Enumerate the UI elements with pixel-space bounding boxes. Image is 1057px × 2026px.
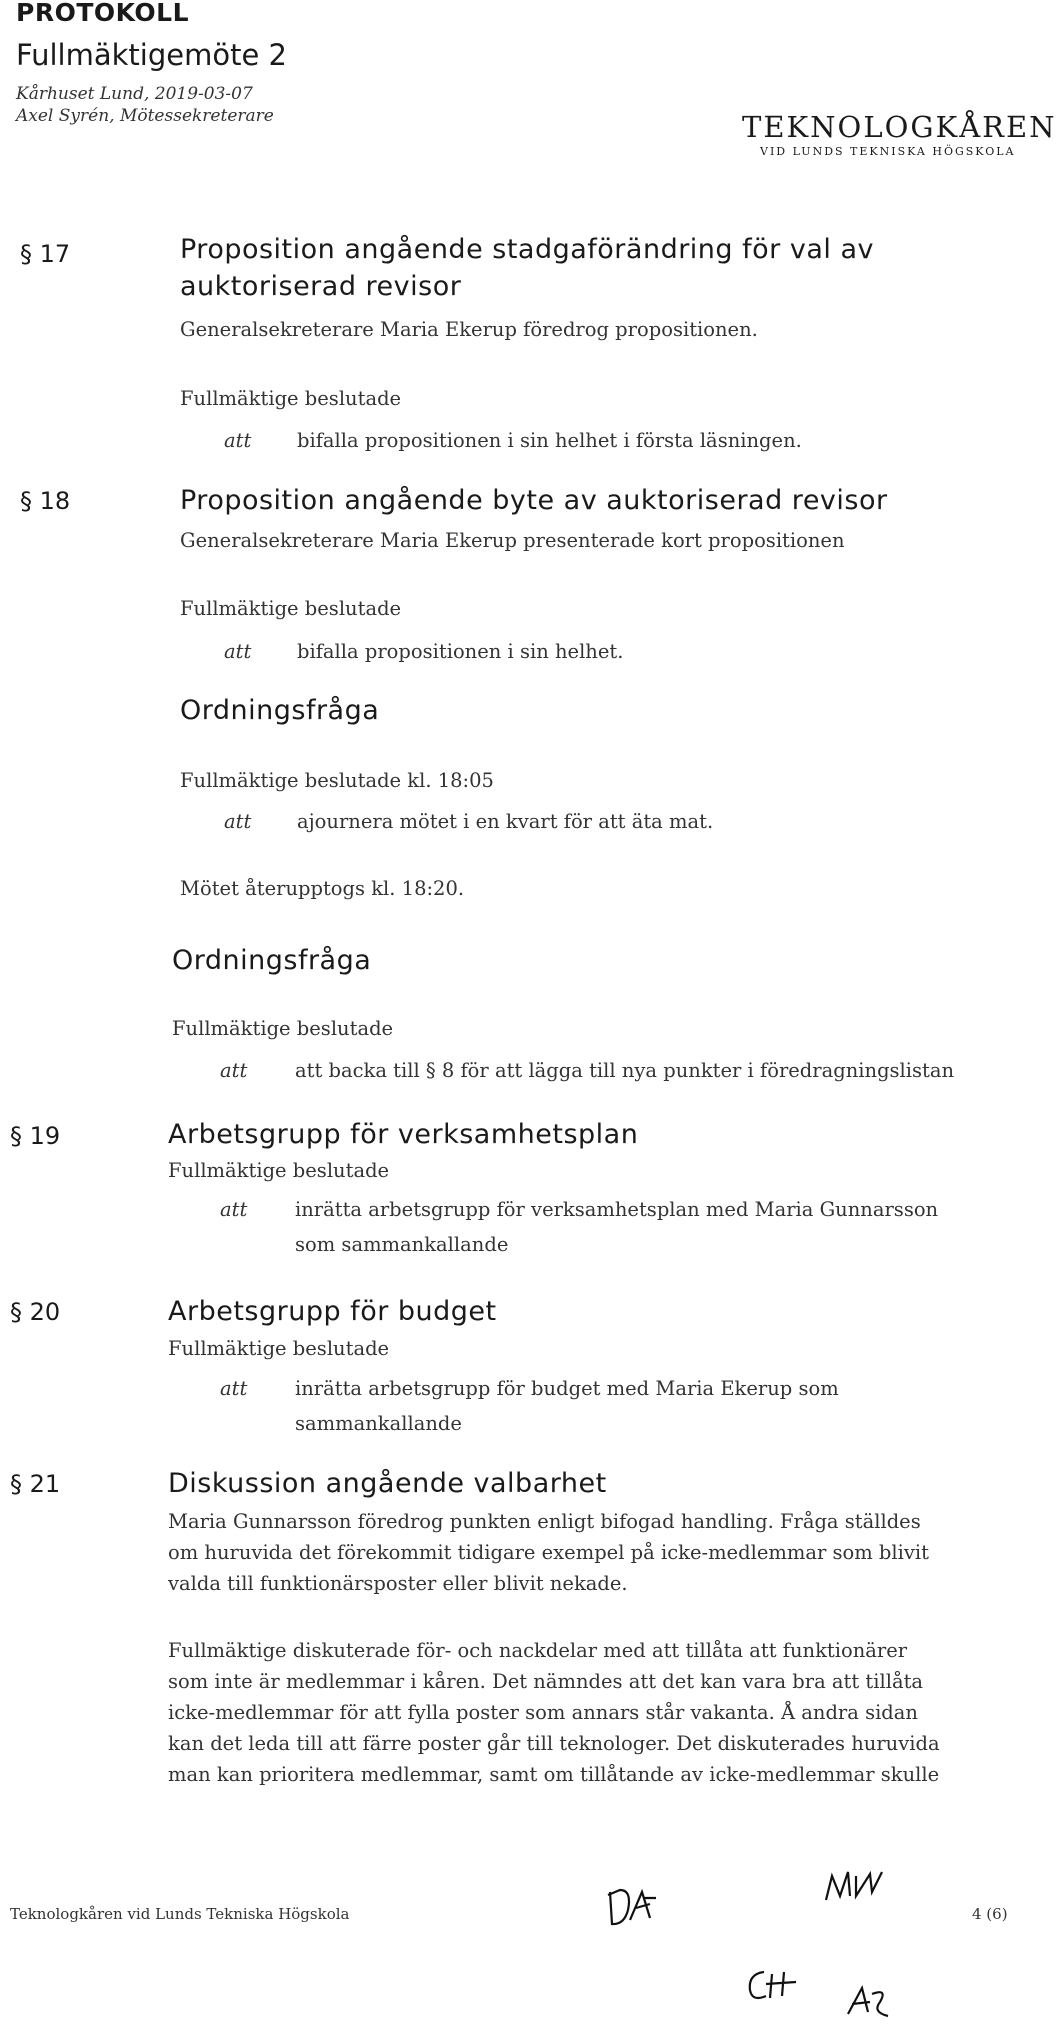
section-heading: Proposition angående stadgaförändring för val av auktoriserad revisor	[180, 234, 874, 302]
org-logo-name: TEKNOLOGKÅREN	[742, 110, 1057, 144]
paragraph-line: icke-medlemmar för att fylla poster som annars står vakanta. Å andra sidan	[168, 1701, 918, 1724]
initials-signature	[840, 1980, 900, 2024]
meeting-title: Fullmäktigemöte 2	[16, 38, 287, 72]
document-type: PROTOKOLL	[16, 0, 189, 27]
section-heading: Diskussion angående valbarhet	[168, 1468, 607, 1499]
decision-label: Fullmäktige beslutade	[168, 1159, 390, 1182]
section-intro: Generalsekreterare Maria Ekerup föredrog propositionen.	[180, 318, 758, 341]
decision-text: inrätta arbetsgrupp för budget med Maria Ekerup som	[295, 1377, 839, 1400]
initials-signature	[740, 1960, 810, 2010]
decision-label: Fullmäktige beslutade	[180, 387, 402, 410]
paragraph	[168, 1506, 1008, 1599]
place-date: Kårhuset Lund, 2019-03-07	[16, 84, 253, 104]
att-label: att	[220, 1059, 248, 1082]
paragraph-line: man kan prioritera medlemmar, samt om tillåtande av icke-medlemmar skulle	[168, 1763, 940, 1786]
page-number: 4 (6)	[972, 1905, 1008, 1923]
decision-text: som sammankallande	[295, 1233, 509, 1256]
initials-signature	[820, 1862, 900, 1912]
paragraph-line: valda till funktionärsposter eller blivit nekade.	[168, 1572, 628, 1595]
section-heading: Arbetsgrupp för verksamhetsplan	[168, 1119, 639, 1150]
decision-text: bifalla propositionen i sin helhet i första läsningen.	[297, 429, 802, 452]
section-heading: Proposition angående byte av auktoriserad revisor	[180, 485, 888, 516]
paragraph-line: om huruvida det förekommit tidigare exempel på icke-medlemmar som blivit	[168, 1541, 929, 1564]
secretary: Axel Syrén, Mötessekreterare	[16, 106, 274, 126]
decision-text: bifalla propositionen i sin helhet.	[297, 640, 624, 663]
paragraph-line: Maria Gunnarsson föredrog punkten enligt bifogad handling. Fråga ställdes	[168, 1510, 921, 1533]
paragraph-line: kan det leda till att färre poster går till teknologer. Det diskuterades huruvida	[168, 1732, 940, 1755]
decision-text: ajournera mötet i en kvart för att äta mat.	[297, 810, 714, 833]
att-label: att	[224, 640, 252, 663]
att-label: att	[220, 1198, 248, 1221]
section-number: § 20	[10, 1298, 61, 1326]
decision-text: att backa till § 8 för att lägga till nya punkter i föredragningslistan	[295, 1059, 955, 1082]
att-label: att	[220, 1377, 248, 1400]
decision-text: sammankallande	[295, 1412, 462, 1435]
section-number: § 21	[10, 1470, 61, 1498]
org-logo-sub: VID LUNDS TEKNISKA HÖGSKOLA	[760, 145, 1016, 158]
decision-label: Fullmäktige beslutade	[180, 597, 402, 620]
section-heading: Ordningsfråga	[180, 695, 380, 726]
paragraph-line: som inte är medlemmar i kåren. Det nämndes att det kan vara bra att tillåta	[168, 1670, 924, 1693]
paragraph-line: Fullmäktige diskuterade för- och nackdelar med att tillåta att funktionärer	[168, 1639, 908, 1662]
section-heading: Ordningsfråga	[172, 945, 372, 976]
decision-label: Fullmäktige beslutade	[168, 1337, 390, 1360]
footer-org: Teknologkåren vid Lunds Tekniska Högskola	[10, 1905, 350, 1923]
section-number: § 19	[10, 1122, 61, 1150]
decision-label: Fullmäktige beslutade	[172, 1017, 394, 1040]
section-number: § 18	[20, 487, 71, 515]
att-label: att	[224, 810, 252, 833]
decision-text: inrätta arbetsgrupp för verksamhetsplan med Maria Gunnarsson	[295, 1198, 939, 1221]
att-label: att	[224, 429, 252, 452]
section-heading: Arbetsgrupp för budget	[168, 1296, 497, 1327]
section-number: § 17	[20, 240, 71, 268]
decision-label: Fullmäktige beslutade kl. 18:05	[180, 769, 494, 792]
section-intro: Generalsekreterare Maria Ekerup presenterade kort propositionen	[180, 529, 845, 552]
resumed-note: Mötet återupptogs kl. 18:20.	[180, 877, 465, 900]
paragraph	[168, 1635, 1008, 1790]
initials-signature	[600, 1880, 660, 1940]
